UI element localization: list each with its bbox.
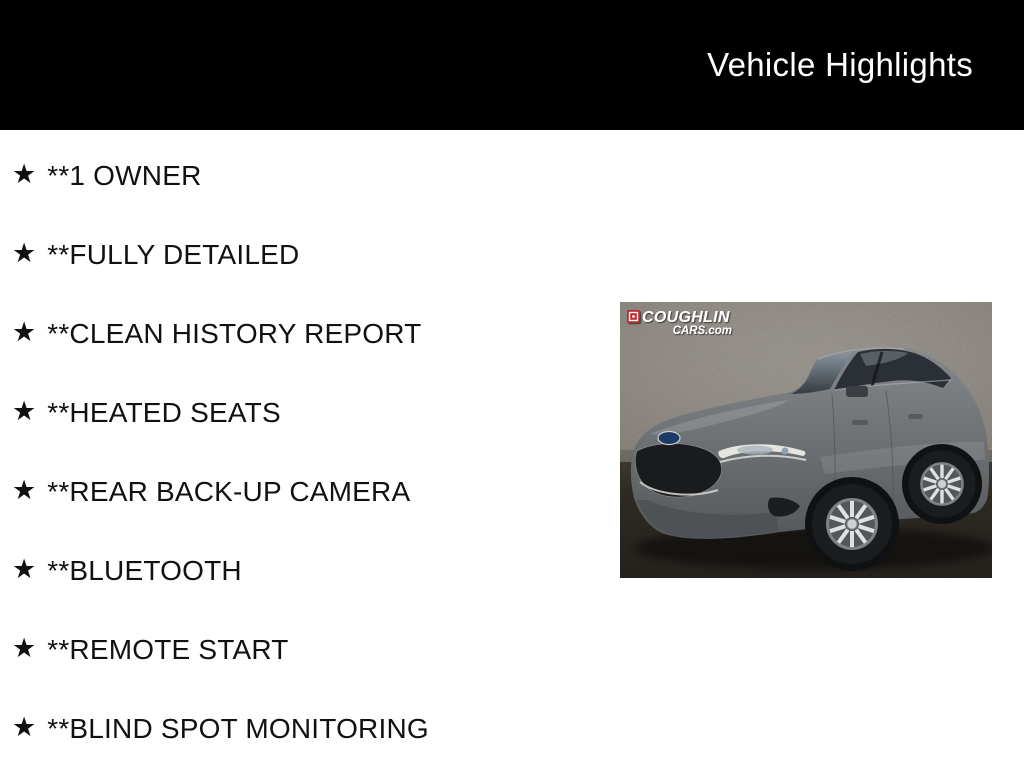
watermark-dealer-domain: CARS.com <box>672 325 732 337</box>
highlight-label: **FULLY DETAILED <box>47 238 300 270</box>
list-item <box>12 215 612 294</box>
highlight-label: **CLEAN HISTORY REPORT <box>47 317 422 349</box>
list-item <box>12 531 612 610</box>
star-icon: ★ <box>12 712 37 742</box>
front-door-handle <box>852 420 868 425</box>
page-title: Vehicle Highlights <box>707 46 973 83</box>
vehicle-photo <box>620 302 992 578</box>
list-item <box>12 373 612 452</box>
star-icon: ★ <box>12 554 37 584</box>
list-item <box>12 294 612 373</box>
list-item <box>12 610 612 689</box>
star-icon: ★ <box>12 633 37 663</box>
rear-wheel <box>908 450 975 517</box>
list-item <box>12 136 612 215</box>
highlights-list <box>0 130 612 768</box>
star-icon: ★ <box>12 159 37 189</box>
side-mirror <box>846 386 868 397</box>
headlight-inner <box>737 446 773 455</box>
star-icon: ★ <box>12 238 37 268</box>
highlight-label: **BLUETOOTH <box>47 554 242 586</box>
list-item <box>12 452 612 531</box>
front-wheel <box>812 484 892 564</box>
star-icon: ★ <box>12 396 37 426</box>
headlight-projector <box>782 448 789 455</box>
rear-door-handle <box>908 414 923 419</box>
highlight-label: **HEATED SEATS <box>47 396 281 428</box>
watermark-dealer-name: COUGHLIN <box>642 309 730 326</box>
list-item <box>12 689 612 768</box>
star-icon: ★ <box>12 317 37 347</box>
highlight-label: **1 OWNER <box>47 159 202 191</box>
header-bar <box>0 0 1024 130</box>
vehicle-photo-illustration <box>620 302 992 578</box>
highlight-label: **BLIND SPOT MONITORING <box>47 712 429 744</box>
star-icon: ★ <box>12 475 37 505</box>
highlight-label: **REAR BACK-UP CAMERA <box>47 475 411 507</box>
highlight-label: **REMOTE START <box>47 633 289 665</box>
ford-badge <box>658 432 680 445</box>
